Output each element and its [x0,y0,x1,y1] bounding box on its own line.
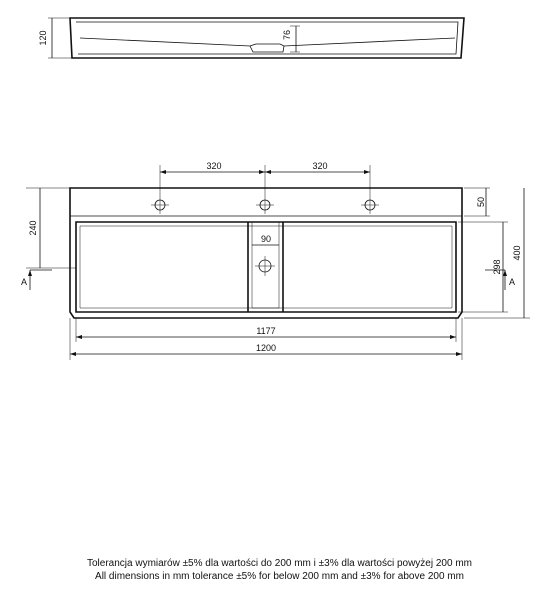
dim-basin-depth: 240 [28,220,38,236]
side-view-basin-floor [80,38,455,46]
tolerance-note-en: All dimensions in mm tolerance ±5% for below 200 mm and ±3% for above 200 mm [95,571,464,582]
dim-drain-width: 90 [260,234,272,244]
dim-hole-spacing-right: 320 [312,161,328,171]
dim-inner-width: 1177 [256,326,276,336]
side-view [38,18,464,58]
dim-side-height: 120 [38,30,48,46]
section-marker-left [21,270,52,290]
section-label-right: A [508,277,516,287]
top-view-outline [70,188,462,318]
dim-rim-height: 50 [476,196,486,208]
tap-hole-left [151,196,169,214]
dim-inner-depth: 298 [492,259,502,275]
tap-hole-center [256,196,274,214]
section-label-left: A [20,277,28,287]
dim-hole-spacing-left: 320 [206,161,222,171]
dimensions [26,161,530,360]
tolerance-note-pl: Tolerancja wymiarów ±5% dla wartości do 200 mm i ±3% dla wartości powyżej 200 mm [86,558,472,569]
dim-total-depth: 400 [512,245,522,261]
side-view-inner [76,22,458,54]
dim-total-width: 1200 [255,343,277,353]
side-view-drain [250,46,284,52]
top-view [70,188,462,318]
tap-hole-right [361,196,379,214]
dim-drain-depth: 76 [282,29,292,41]
